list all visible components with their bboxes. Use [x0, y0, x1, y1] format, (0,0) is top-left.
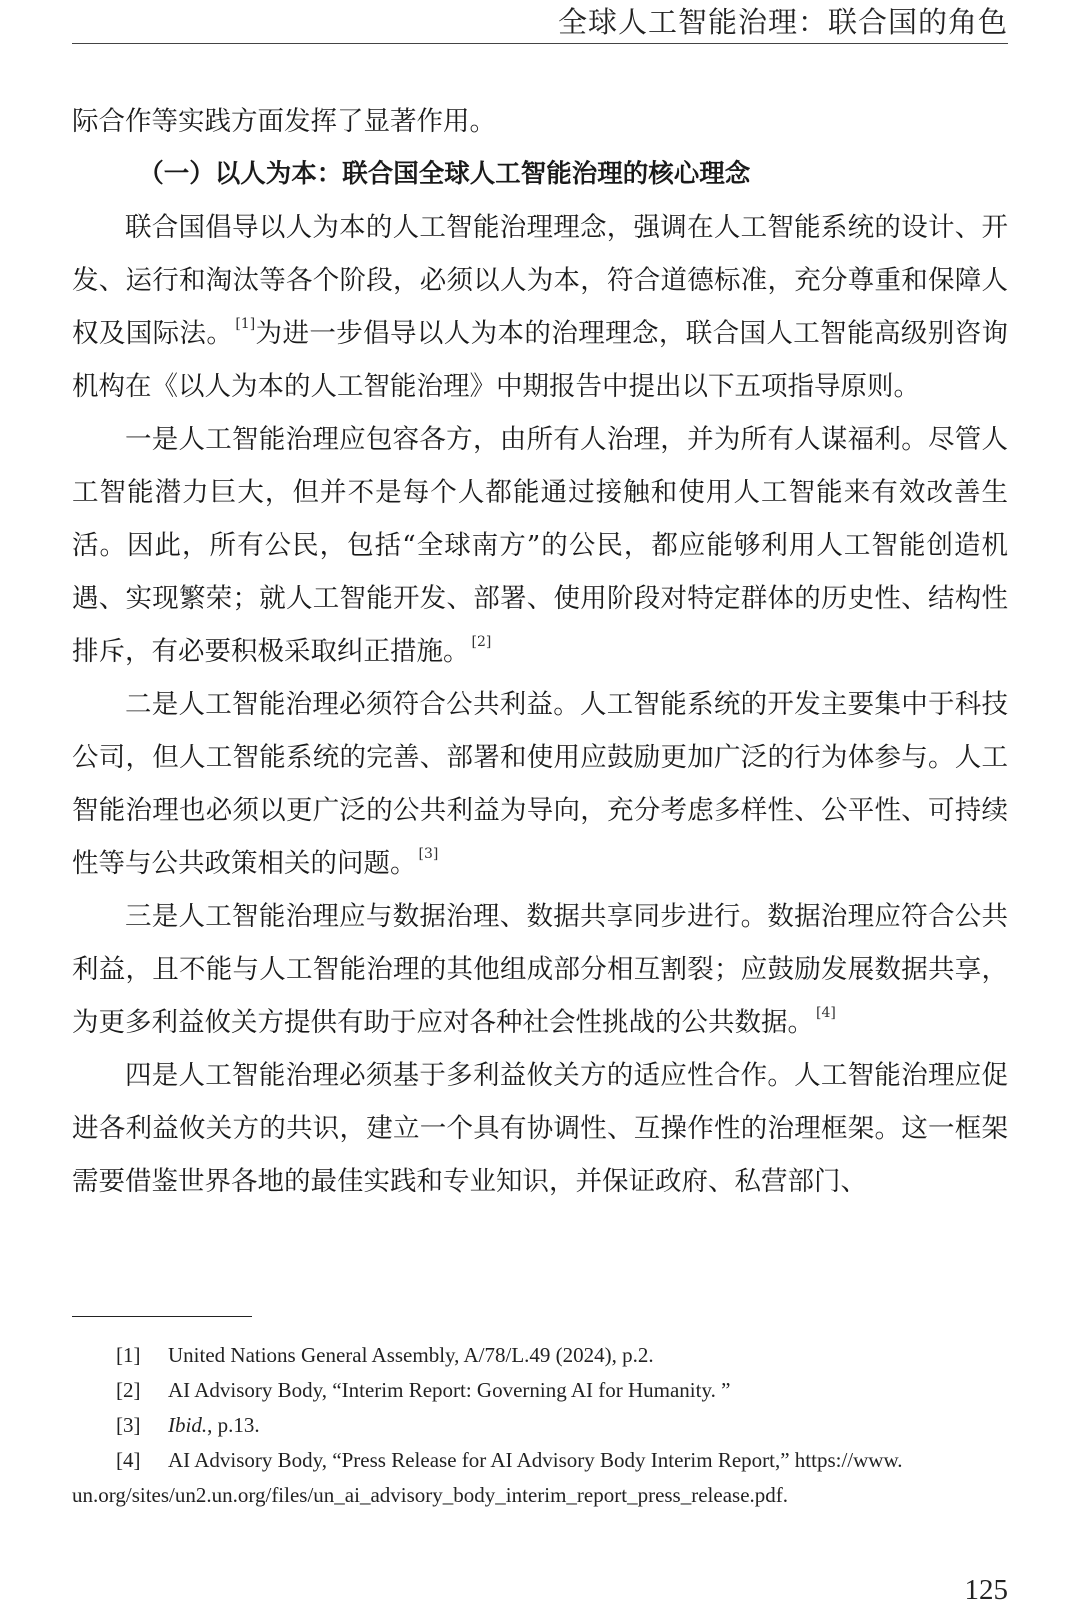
footnote-3-text: , p.13. [207, 1413, 260, 1437]
footnote-1 [72, 1338, 1008, 1373]
paragraph-1-part-a: 联合国倡导以人为本的人工智能治理理念，强调在人工智能系统的设计、开发、运行和淘汰等各个阶段，必须以人为本，符合道德标准，充分尊重和保障人权及国际法。 [72, 212, 1008, 349]
footnote-2-text: AI Advisory Body, “Interim Report: Governing AI for Humanity. ” [168, 1378, 731, 1402]
footnote-4-number: [4] [116, 1448, 141, 1472]
paragraph-continuation: 际合作等实践方面发挥了显著作用。 [72, 106, 496, 137]
footnote-3-number: [3] [116, 1413, 141, 1437]
footnote-4-url-continuation[interactable]: un.org/sites/un2.un.org/files/un_ai_advisory_body_interim_report_press_release.pdf. [72, 1483, 789, 1507]
page-number: 125 [964, 1574, 1008, 1606]
footnote-rule [72, 1316, 252, 1317]
paragraph-1-part-b: 为进一步倡导以人为本的治理理念，联合国人工智能高级别咨询机构在《以人为本的人工智能治理》中期报告中提出以下五项指导原则。 [72, 318, 1009, 402]
footnote-3 [72, 1408, 1008, 1443]
footnote-3-ibid: Ibid. [168, 1413, 208, 1437]
footnote-4 [72, 1443, 1008, 1478]
body-text [72, 95, 1008, 1208]
paragraph-principle-2-text: 二是人工智能治理必须符合公共利益。人工智能系统的开发主要集中于科技公司，但人工智能系统的完善、部署和使用应鼓励更加广泛的行为体参与。人工智能治理也必须以更广泛的公共利益为导向，充分考虑多样性、公平性、可持续性等与公共政策相关的问题。 [72, 689, 1008, 879]
footnotes [72, 1338, 1008, 1513]
footnote-ref-4[interactable]: [4] [816, 1005, 836, 1021]
paragraph-principle-3 [72, 890, 1008, 1049]
footnote-ref-1[interactable]: [1] [235, 316, 256, 332]
paragraph-principle-4: 四是人工智能治理必须基于多利益攸关方的适应性合作。人工智能治理应促进各利益攸关方的共识，建立一个具有协调性、互操作性的治理框架。这一框架需要借鉴世界各地的最佳实践和专业知识，并保证政府、私营部门、 [72, 1060, 1008, 1197]
paragraph-1 [72, 201, 1008, 413]
footnote-2 [72, 1373, 1008, 1408]
footnote-4-text: AI Advisory Body, “Press Release for AI Advisory Body Interim Report,” https://www. [168, 1448, 903, 1472]
book-page [72, 0, 1008, 1620]
footnote-1-number: [1] [116, 1343, 141, 1367]
paragraph-principle-1-text: 一是人工智能治理应包容各方，由所有人治理，并为所有人谋福利。尽管人工智能潜力巨大，但并不是每个人都能通过接触和使用人工智能来有效改善生活。因此，所有公民，包括“全球南方”的公民，都应能够利用人工智能创造机遇、实现繁荣；就人工智能开发、部署、使用阶段对特定群体的历史性、结构性排斥，有必要积极采取纠正措施。 [72, 424, 1008, 667]
footnote-ref-2[interactable]: [2] [471, 634, 492, 650]
paragraph-principle-1 [72, 413, 1008, 678]
section-heading: （一）以人为本：联合国全球人工智能治理的核心理念 [138, 159, 751, 189]
footnote-1-text: United Nations General Assembly, A/78/L.49 (2024), p.2. [168, 1343, 654, 1367]
running-title: 全球人工智能治理：联合国的角色 [557, 5, 1008, 39]
footnote-2-number: [2] [116, 1378, 141, 1402]
header-rule [72, 43, 1008, 44]
paragraph-principle-2 [72, 678, 1008, 890]
footnote-ref-3[interactable]: [3] [418, 846, 439, 862]
paragraph-principle-3-text: 三是人工智能治理应与数据治理、数据共享同步进行。数据治理应符合公共利益，且不能与人工智能治理的其他组成部分相互割裂；应鼓励发展数据共享，为更多利益攸关方提供有助于应对各种社会性挑战的公共数据。 [72, 901, 1008, 1038]
